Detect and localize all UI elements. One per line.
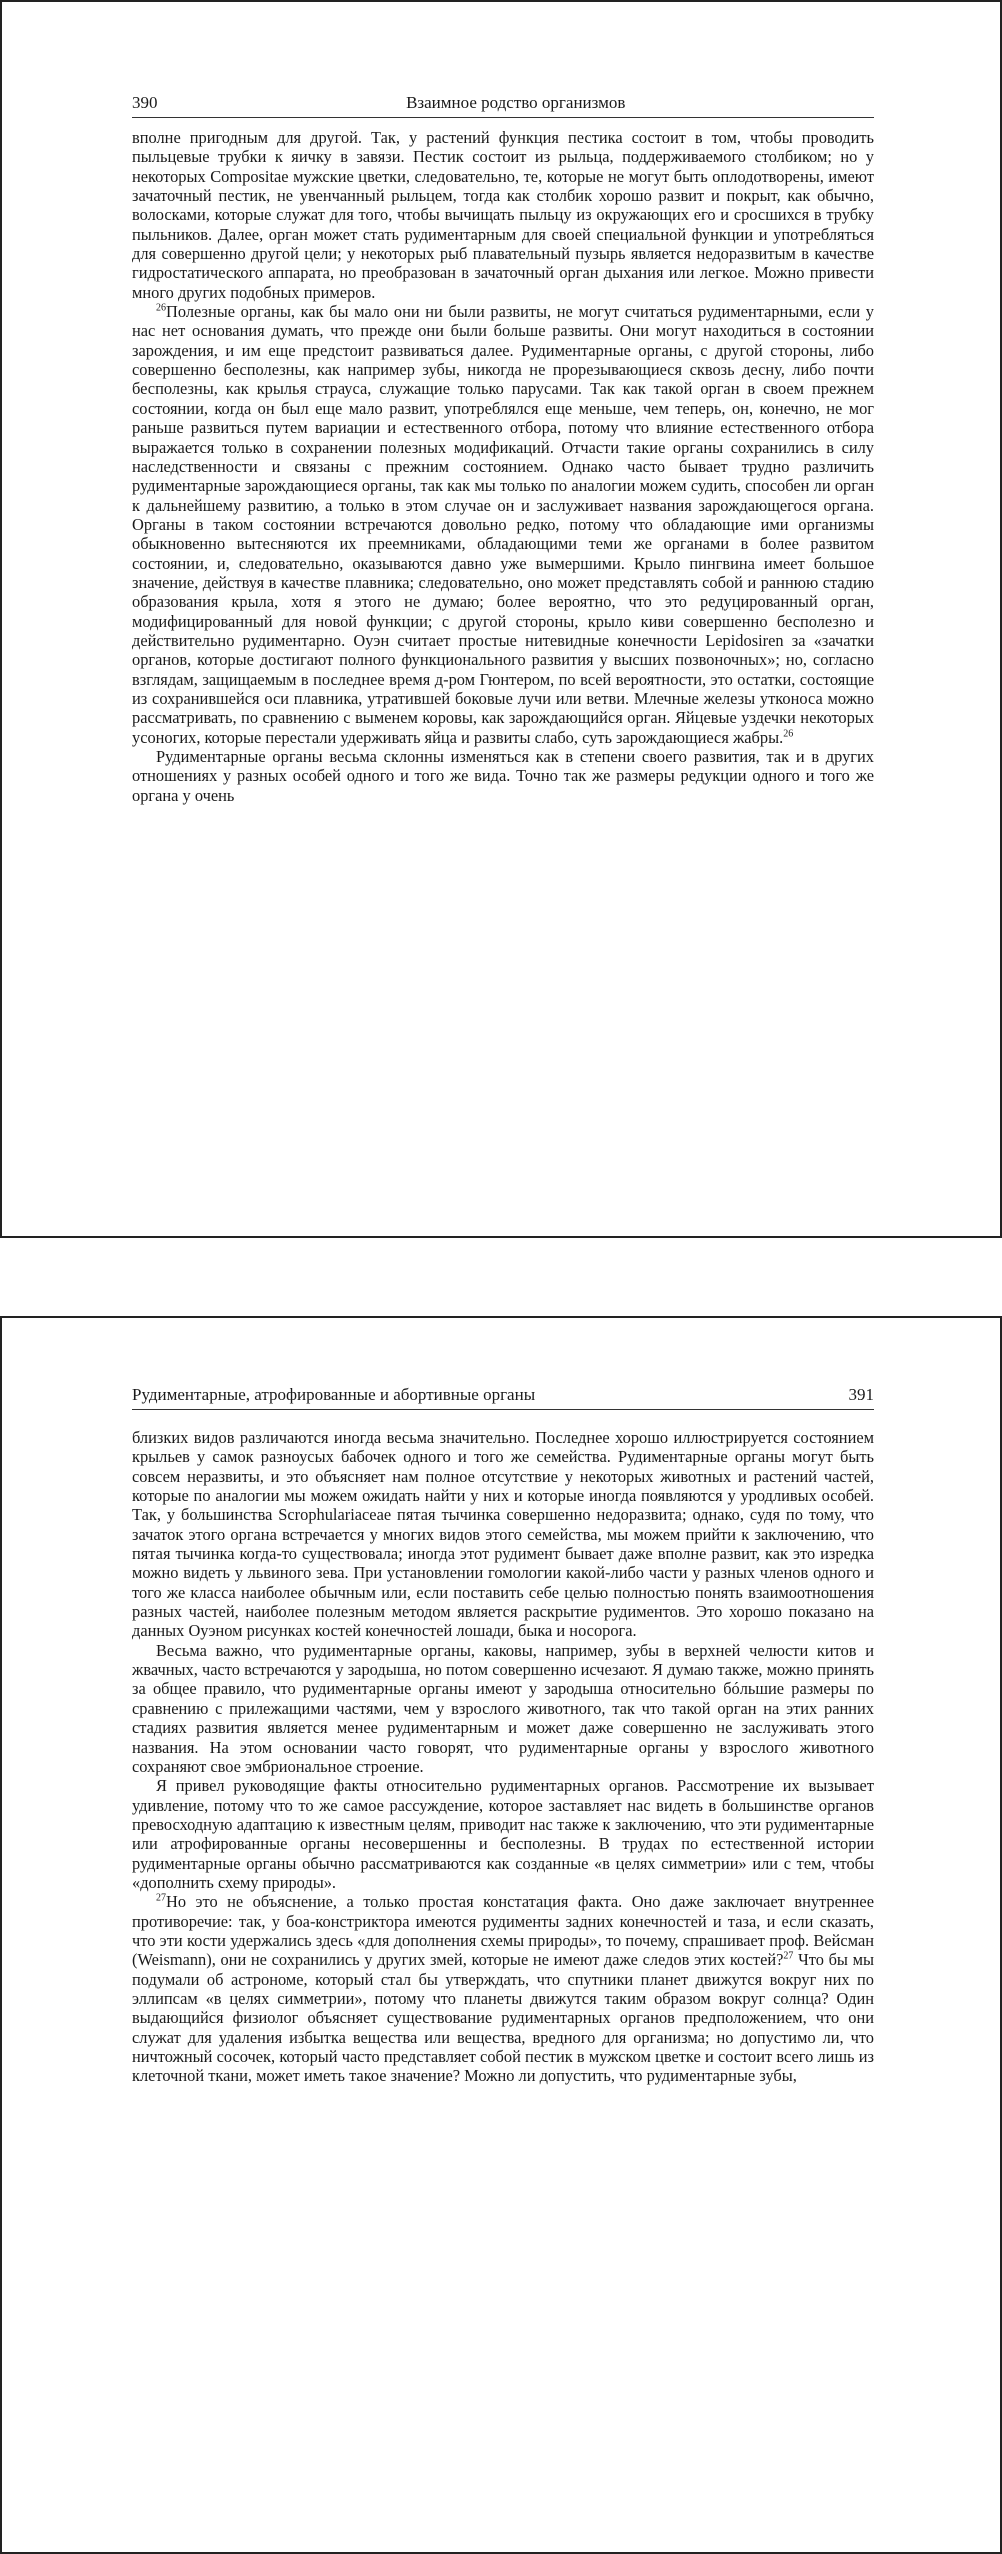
paragraph-text: Рудиментарные органы весьма склонны изменяться как в степени своего развития, так и в других отношениях у разных особей одного и того же вида. Точно так же размеры редукции одного и того же органа у очень	[132, 747, 874, 805]
paragraph	[132, 747, 874, 805]
paragraph	[132, 1892, 874, 2085]
page-391	[0, 1316, 1002, 2554]
running-title: Рудиментарные, атрофированные и абортивные органы	[132, 1385, 536, 1404]
page-body	[132, 1428, 874, 2086]
footnote-ref: 27	[783, 1950, 794, 1962]
footnote-ref: 26	[783, 728, 794, 740]
page-gap	[0, 1238, 1002, 1316]
page-header	[132, 1378, 874, 1410]
page-number: 391	[848, 1385, 874, 1404]
paragraph-text: Полезные органы, как бы мало они ни были развиты, не могут считаться рудиментарными, если у нас нет основания думать, что прежде они были больше развиты. Они могут находиться в состоянии зарождения, и им еще предстоит развиваться далее. Рудиментарные органы, с другой стороны, либо совершенно бесполезны, как например зубы, никогда не прорезывающиеся сквозь десну, либо почти бесполезны, как крылья страуса, служащие только парусами. Так как такой орган в своем прежнем состоянии, когда он был еще мало развит, употреблялся еще меньше, чем теперь, он, конечно, не мог раньше развиться путем вариации и естественного отбора, потому что влияние естественного отбора выражается только в сохранении полезных модификаций. Отчасти такие органы сохранились в силу наследственности и связаны с прежним состоянием. Однако часто бывает трудно различить рудиментарные зарождающиеся органы, так как мы только по аналогии можем судить, способен ли орган к дальнейшему развитию, а только в этом случае он и заслуживает названия зарождающегося органа. Органы в таком состоянии встречаются довольно редко, потому что обладающие ими организмы обыкновенно вытесняются их преемниками, обладающими теми же органами в более развитом состоянии, и, следовательно, оказываются давно уже вымершими. Крыло пингвина имеет большое значение, действуя в качестве плавника; следовательно, оно может представлять собой и раннюю стадию образования крыла, хотя я этого не думаю; более вероятно, что это редуцированный орган, модифицированный для новой функции; с другой стороны, крыло киви совершенно бесполезно и действительно рудиментарно. Оуэн считает простые нитевидные конечности Lepidosiren за «зачатки органов, которые достигают полного функционального развития у высших позвоночных»; но, согласно взглядам, защищаемым в последнее время д-ром Гюнтером, по всей вероятности, это остатки, состоящие из сохранившейся оси плавника, утратившей боковые лучи или ветви. Млечные железы утконоса можно рассматривать, по сравнению с выменем коровы, как зарождающийся орган. Яйцевые уздечки некоторых усоногих, которые перестали удерживать яйца и развиты слабо, суть зарождающиеся жабры.	[132, 302, 874, 747]
paragraph-text: близких видов различаются иногда весьма значительно. Последнее хорошо иллюстрируется состоянием крыльев у самок разноусых бабочек одного и того же семейства. Рудиментарные органы могут быть совсем неразвиты, и это объясняет нам полное отсутствие у некоторых животных и растений частей, которые по аналогии мы можем ожидать найти у них и которые иногда появляются у уродливых особей. Так, у большинства Scrophulariaceae пятая тычинка совершенно недоразвита; однако, судя по тому, что зачаток этого органа встречается у многих видов этого семейства, мы можем прийти к заключению, что пятая тычинка когда-то существовала; иногда этот рудимент бывает даже вполне развит, как это изредка можно видеть у львиного зева. При установлении гомологии какой-либо части у разных членов одного и того же класса наиболее обычным или, если поставить себе целью полностью понять взаимоотношения разных частей, наиболее полезным методом является раскрытие рудиментов. Это хорошо показано на данных Оуэном рисунках костей конечностей лошади, быка и носорога.	[132, 1428, 874, 1641]
paragraph-text: Что бы мы подумали об астрономе, который стал бы утверждать, что спутники планет движутся вокруг них по эллипсам «в целях симметрии», потому что планеты движутся таким образом вокруг солнца? Один выдающийся физиолог объясняет существование рудиментарных органов предположением, что они служат для удаления избытка вещества или вещества, вредного для организма; но допустимо ли, что ничтожный сосочек, который часто представляет собой пестик в мужском цветке и состоит всего лишь из клеточной ткани, может иметь такое значение? Можно ли допустить, что рудиментарные зубы,	[132, 1950, 875, 2086]
page-body	[132, 128, 874, 805]
paragraph-text: вполне пригодным для другой. Так, у растений функция пестика состоит в том, чтобы проводить пыльцевые трубки к яичку в завязи. Пестик состоит из рыльца, поддерживаемого столбиком; но у некоторых Compositae мужские цветки, следовательно, те, которые не могут быть оплодотворены, имеют зачаточный пестик, не увенчанный рыльцем, тогда как столбик хорошо развит и покрыт, как обычно, волосками, которые служат для того, чтобы вычищать пыльцу из окружающих его и сросшихся в трубку пыльников. Далее, орган может стать рудиментарным для своей специальной функции и употребляться для совершенно другой цели; у некоторых рыб плавательный пузырь является недоразвитым в качестве гидростатического аппарата, но преобразован в зачаточный орган дыхания или легкое. Можно привести много других подобных примеров.	[132, 128, 874, 302]
page-header	[132, 86, 874, 118]
paragraph	[132, 1641, 874, 1776]
page-390	[0, 0, 1002, 1238]
page-number: 390	[132, 93, 158, 112]
paragraph	[132, 1776, 874, 1892]
footnote-marker: 26	[156, 302, 166, 314]
running-title: Взаимное родство организмов	[406, 93, 626, 112]
paragraph	[132, 128, 874, 302]
paragraph	[132, 302, 874, 747]
paragraph-text: Весьма важно, что рудиментарные органы, каковы, например, зубы в верхней челюсти китов и жвачных, часто встречаются у зародыша, но потом совершенно исчезают. Я думаю также, можно принять за общее правило, что рудиментарные органы имеют у зародыша относительно бóльшие размеры по сравнению с прилежащими частями, чем у взрослого животного, так что такой орган на этих ранних стадиях развития является менее рудиментарным и может даже совершенно не заслуживать этого названия. На этом основании часто говорят, что рудиментарные органы у взрослого животного сохраняют свое эмбриональное строение.	[132, 1640, 874, 1776]
paragraph-text: Я привел руководящие факты относительно рудиментарных органов. Рассмотрение их вызывает удивление, потому что то же самое рассуждение, которое заставляет нас видеть в большинстве органов превосходную адаптацию к известным целям, приводит нас также к заключению, что эти рудиментарные или атрофированные органы несовершенны и бесполезны. В трудах по естественной истории рудиментарные органы обычно рассматриваются как созданные «в целях симметрии» или с тем, чтобы «дополнить схему природы».	[132, 1776, 874, 1892]
paragraph-text: Но это не объяснение, а только простая констатация факта. Оно даже заключает внутреннее противоречие: так, у боа-констриктора имеются рудименты задних конечностей и таза, и если сказать, что эти кости удержались здесь «для дополнения схемы природы», то почему, спрашивает проф. Вейсман (Weismann), они не сохранились у других змей, которые не имеют даже следов этих костей?	[132, 1892, 874, 1970]
footnote-marker: 27	[156, 1892, 166, 1904]
paragraph	[132, 1428, 874, 1641]
